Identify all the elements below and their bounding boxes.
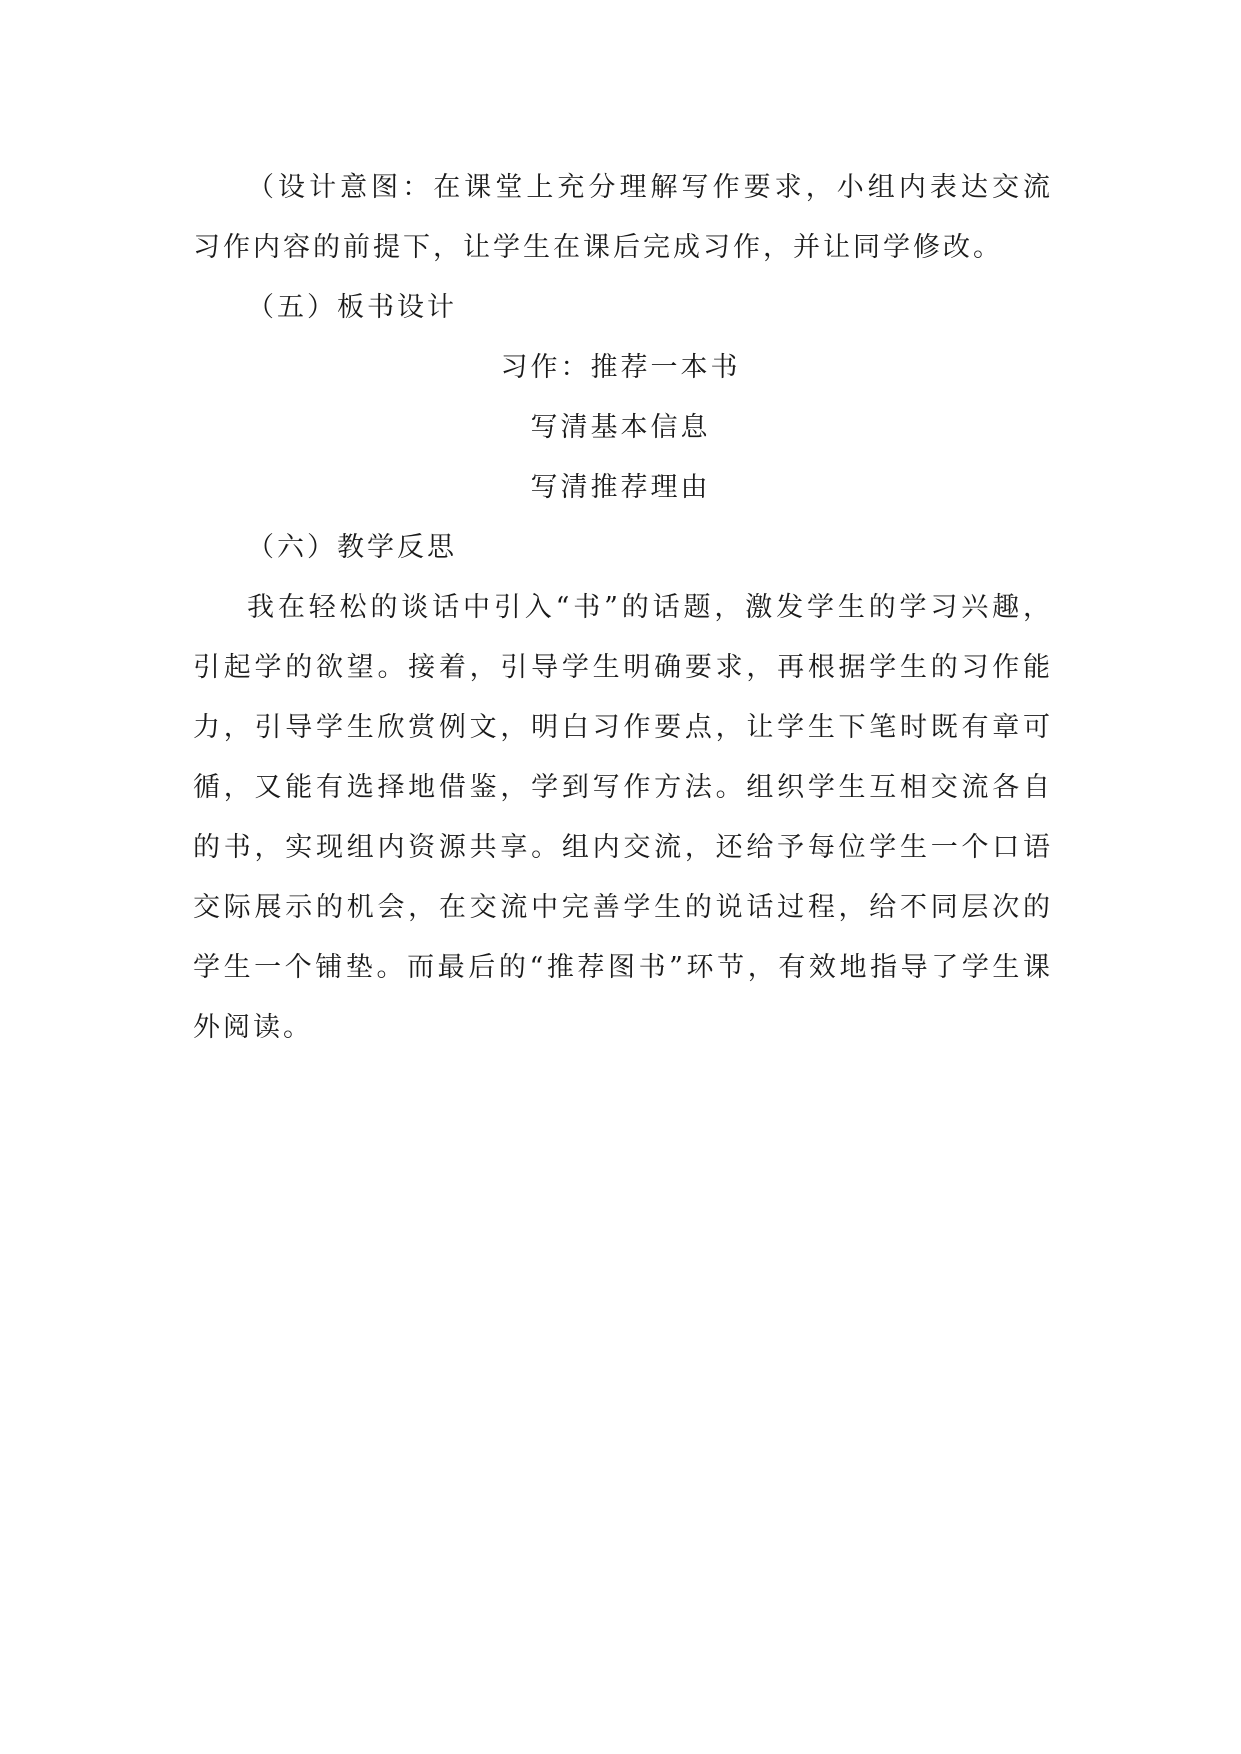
design-intent-paragraph: （设计意图：在课堂上充分理解写作要求，小组内表达交流习作内容的前提下，让学生在课后完成习作，并让同学修改。 [193, 172, 1053, 263]
board-title-line: 习作：推荐一本书 [500, 352, 741, 383]
section-six-heading: （六）教学反思 [247, 532, 457, 563]
board-line-basic-info: 写清基本信息 [530, 412, 711, 443]
board-line-reasons: 写清推荐理由 [530, 472, 711, 503]
reflection-paragraph: 我在轻松的谈话中引入“书”的话题，激发学生的学习兴趣，引起学的欲望。接着，引导学生明确要求，再根据学生的习作能力，引导学生欣赏例文，明白习作要点，让学生下笔时既有章可循，又能有选择地借鉴，学到写作方法。组织学生互相交流各自的书，实现组内资源共享。组内交流，还给予每位学生一个口语交际展示的机会，在交流中完善学生的说话过程，给不同层次的学生一个铺垫。而最后的“推荐图书”环节，有效地指导了学生课外阅读。 [193, 592, 1053, 1043]
section-five-heading: （五）板书设计 [247, 292, 457, 323]
